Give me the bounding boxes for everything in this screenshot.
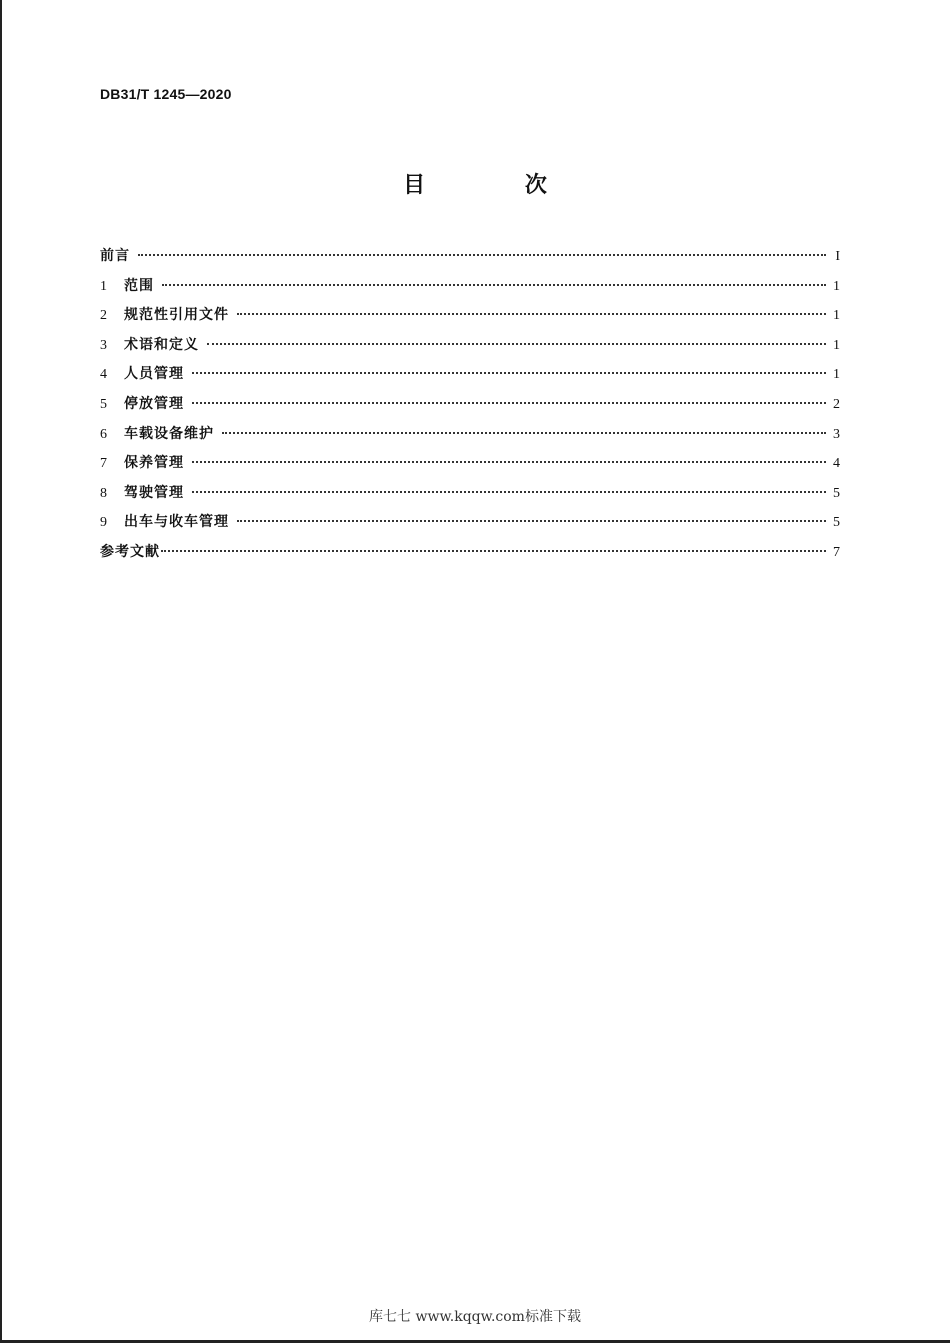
- toc-entry-label: 保养管理: [124, 455, 184, 472]
- toc-entry-label: 出车与收车管理: [124, 514, 229, 531]
- toc-entry-number: 8: [100, 485, 107, 501]
- document-code: DB31/T 1245—2020: [100, 86, 232, 102]
- toc-entry-label: 术语和定义: [124, 336, 199, 353]
- toc-entry-number: 5: [100, 396, 107, 412]
- toc-dot-leader: [192, 491, 826, 493]
- toc-title: 目 次: [403, 173, 593, 198]
- toc-entry-number: 4: [100, 367, 107, 383]
- toc-entry-5[interactable]: [100, 393, 840, 423]
- toc-entry-7[interactable]: [100, 452, 840, 482]
- toc-entry-label: 前言: [100, 248, 130, 264]
- toc-page-number: 1: [833, 367, 840, 383]
- toc-entry-number: 2: [100, 308, 107, 324]
- toc-entry-9[interactable]: [100, 511, 840, 541]
- footer-watermark: 库七七 www.kqqw.com标准下载: [369, 1309, 581, 1325]
- toc-entry-6[interactable]: [100, 423, 840, 453]
- toc-entry-label: 停放管理: [124, 395, 184, 412]
- toc-entry-foreword[interactable]: [100, 245, 840, 275]
- toc-entry-1[interactable]: [100, 275, 840, 305]
- toc-page-number: 5: [833, 485, 840, 501]
- toc-dot-leader: [192, 402, 826, 404]
- toc-page-number: 2: [833, 396, 840, 412]
- toc-page-number: I: [835, 249, 840, 264]
- toc-page-number: 4: [833, 456, 840, 472]
- toc-dot-leader: [161, 550, 826, 552]
- toc-dot-leader: [237, 520, 826, 522]
- toc-entry-references[interactable]: [100, 541, 840, 571]
- toc-entry-number: 9: [100, 515, 107, 531]
- toc-page-number: 1: [833, 278, 840, 294]
- toc-entry-8[interactable]: [100, 482, 840, 512]
- toc-entry-number: 6: [100, 426, 107, 442]
- toc-entry-label: 参考文献: [100, 543, 160, 560]
- toc-entry-label: 驾驶管理: [124, 484, 184, 501]
- toc-page-number: 7: [833, 544, 840, 560]
- toc-dot-leader: [138, 254, 826, 256]
- toc-dot-leader: [207, 343, 826, 345]
- toc-entry-label: 车载设备维护: [124, 425, 214, 442]
- toc-entry-number: 7: [100, 456, 107, 472]
- toc-entry-label: 范围: [124, 277, 154, 294]
- toc-page-number: 5: [833, 515, 840, 531]
- toc-dot-leader: [222, 432, 826, 434]
- toc-entry-label: 人员管理: [124, 366, 184, 383]
- toc-page-number: 1: [833, 337, 840, 353]
- page-left-border: [0, 0, 2, 1343]
- toc-dot-leader: [237, 313, 826, 315]
- toc-entry-4[interactable]: [100, 363, 840, 393]
- toc-entry-number: 3: [100, 337, 107, 353]
- toc-dot-leader: [192, 461, 826, 463]
- toc-entry-2[interactable]: [100, 304, 840, 334]
- toc-page-number: 1: [833, 308, 840, 324]
- toc-page-number: 3: [833, 426, 840, 442]
- toc-entry-number: 1: [100, 278, 107, 294]
- toc-entry-3[interactable]: [100, 334, 840, 364]
- toc-dot-leader: [162, 284, 826, 286]
- table-of-contents: [100, 245, 840, 571]
- toc-entry-label: 规范性引用文件: [124, 307, 229, 324]
- toc-dot-leader: [192, 372, 826, 374]
